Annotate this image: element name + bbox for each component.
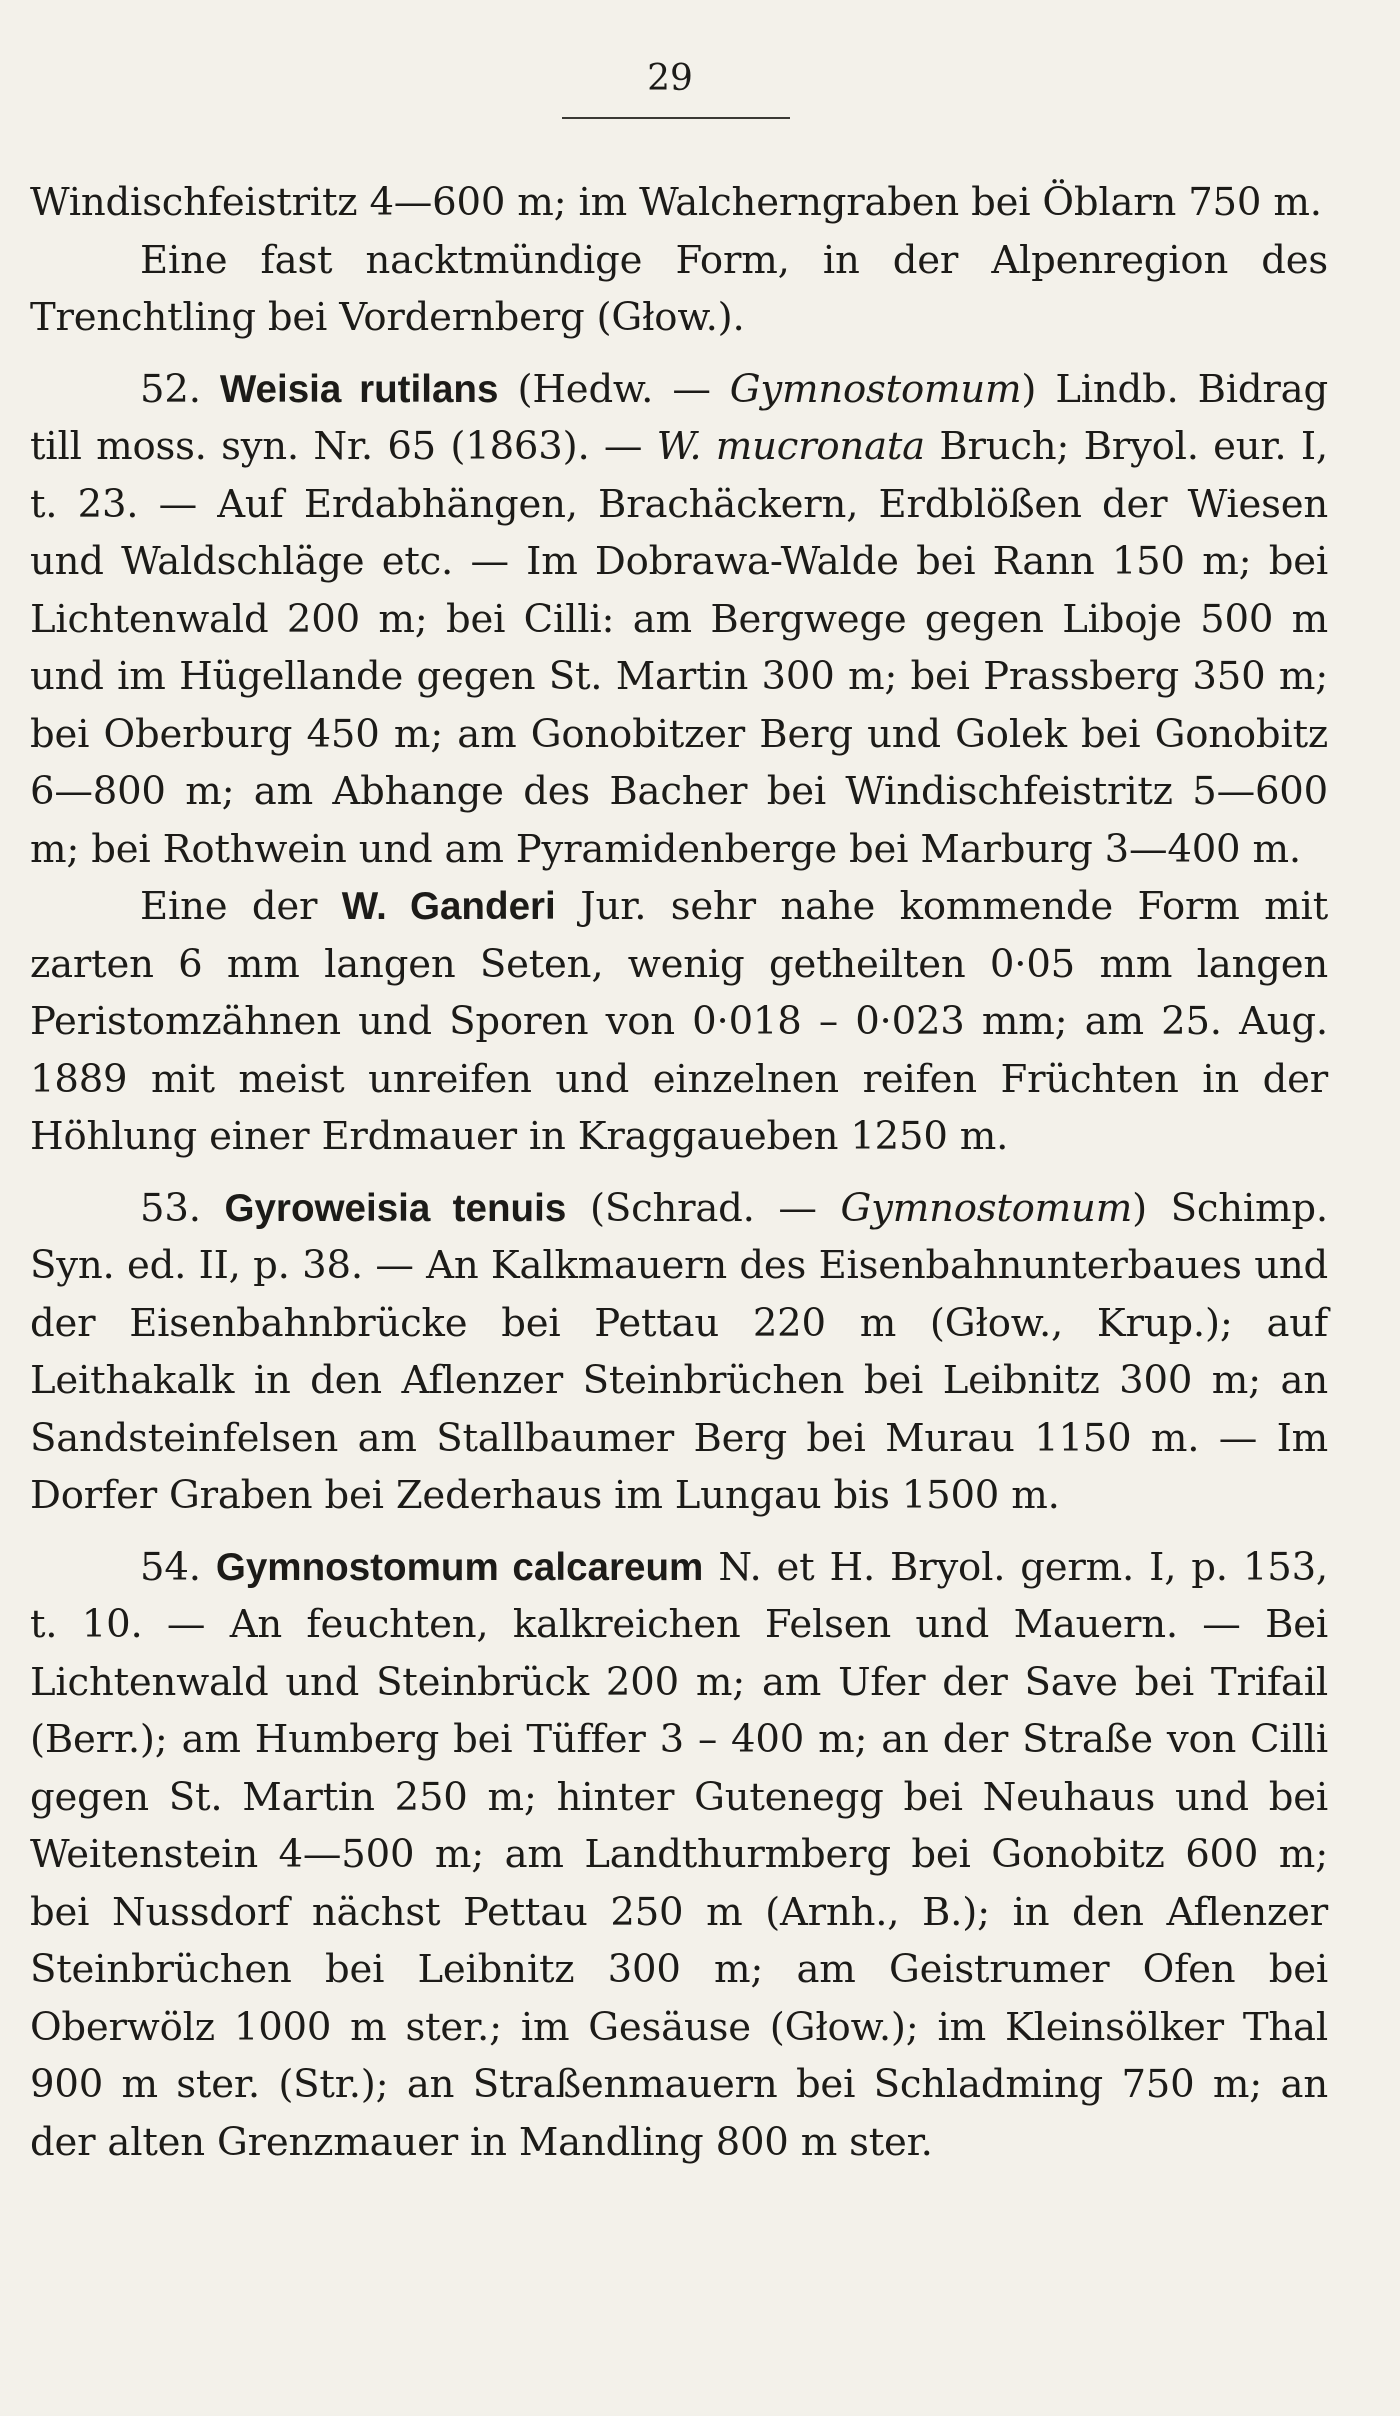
entry-text: (Hedw. — [517,366,711,412]
page-number: 29 [647,58,693,99]
paragraph-continuation: Windischfeistritz 4—600 m; im Walcherngraben bei Öblarn 750 m. [30,180,1322,225]
entry-text: Jur. sehr nahe kommende Form mit zarten 6 mm langen Seten, wenig getheilten 0·05 mm langen Peristomzähnen und Sporen von 0·018 – 0·023 mm; am 25. Aug. 1889 mit meist unreifen und einzelnen reifen Früchten in der Höhlung einer Erdmauer in Kraggaueben 1250 m. [30,884,1328,1159]
species-name: W. Ganderi [341,885,556,928]
entry-text: ) Lindb. Bidrag till moss. syn. Nr. 65 (1863). — [30,366,1328,469]
entry-text: (Schrad. — [589,1185,817,1231]
entry-54 [30,1539,1328,2172]
species-name: Gyroweisia tenuis [224,1186,567,1230]
entry-text: Eine der [140,884,318,929]
entry-text: Bruch; Bryol. eur. I, t. 23. — Auf Erdabhängen, Brachäckern, Erdblößen der Wiesen und Waldschläge etc. — Im Dobrawa-Walde bei Rann 150 m; bei Lichtenwald 200 m; bei Cilli: am Bergwege gegen Liboje 500 m und im Hügellande gegen St. Martin 300 m; bei Prassberg 350 m; bei Oberburg 450 m; am Gonobitzer Berg und Golek bei Gonobitz 6—800 m; am Abhange des Bacher bei Windischfeistritz 5—600 m; bei Rothwein und am Pyramidenberge bei Marburg 3—400 m. [30,424,1328,872]
synonym-name: W. mucronata [656,424,925,469]
paragraph-ganderi-form [30,878,1328,1166]
paragraph-form-note: Eine fast nacktmündige Form, in der Alpenregion des Trenchtling bei Vordernberg (Głow.). [30,237,1328,340]
entry-text: N. et H. Bryol. germ. I, p. 153, t. 10. — An feuchten, kalkreichen Felsen und Mauern. — Bei Lichtenwald und Steinbrück 200 m; am Ufer der Save bei Trifail (Berr.); am Humberg bei Tüffer 3 – 400 m; an der Straße von Cilli gegen St. Martin 250 m; hinter Gutenegg bei Neuhaus und bei Weitenstein 4—500 m; am Landthurmberg bei Gonobitz 600 m; bei Nussdorf nächst Pettau 250 m (Arnh., B.); in den Aflenzer Steinbrüchen bei Leibnitz 300 m; am Geistrumer Ofen bei Oberwölz 1000 m ster.; im Gesäuse (Głow.); im Kleinsölker Thal 900 m ster. (Str.); an Straßenmauern bei Schladming 750 m; an der alten Grenzmauer in Mandling 800 m ster. [30,1544,1328,2165]
species-name: Gymnostomum calcareum [215,1545,704,1589]
text-column [30,174,1328,2171]
synonym-genus: Gymnostomum [840,1185,1133,1231]
species-name: Weisia rutilans [219,367,499,411]
entry-number: 54. [140,1544,201,1590]
entry-52 [30,361,1328,879]
header-rule [562,117,790,119]
entry-number: 52. [140,366,201,412]
synonym-genus: Gymnostomum [729,366,1022,412]
entry-53 [30,1180,1328,1525]
entry-text: ) Schimp. Syn. ed. II, p. 38. — An Kalkmauern des Eisenbahnunterbaues und der Eisenbahnbrücke bei Pettau 220 m (Głow., Krup.); auf Leithakalk in den Aflenzer Steinbrüchen bei Leibnitz 300 m; an Sandsteinfelsen am Stallbaumer Berg bei Murau 1150 m. — Im Dorfer Graben bei Zederhaus im Lungau bis 1500 m. [30,1185,1328,1518]
entry-number: 53. [140,1185,201,1231]
